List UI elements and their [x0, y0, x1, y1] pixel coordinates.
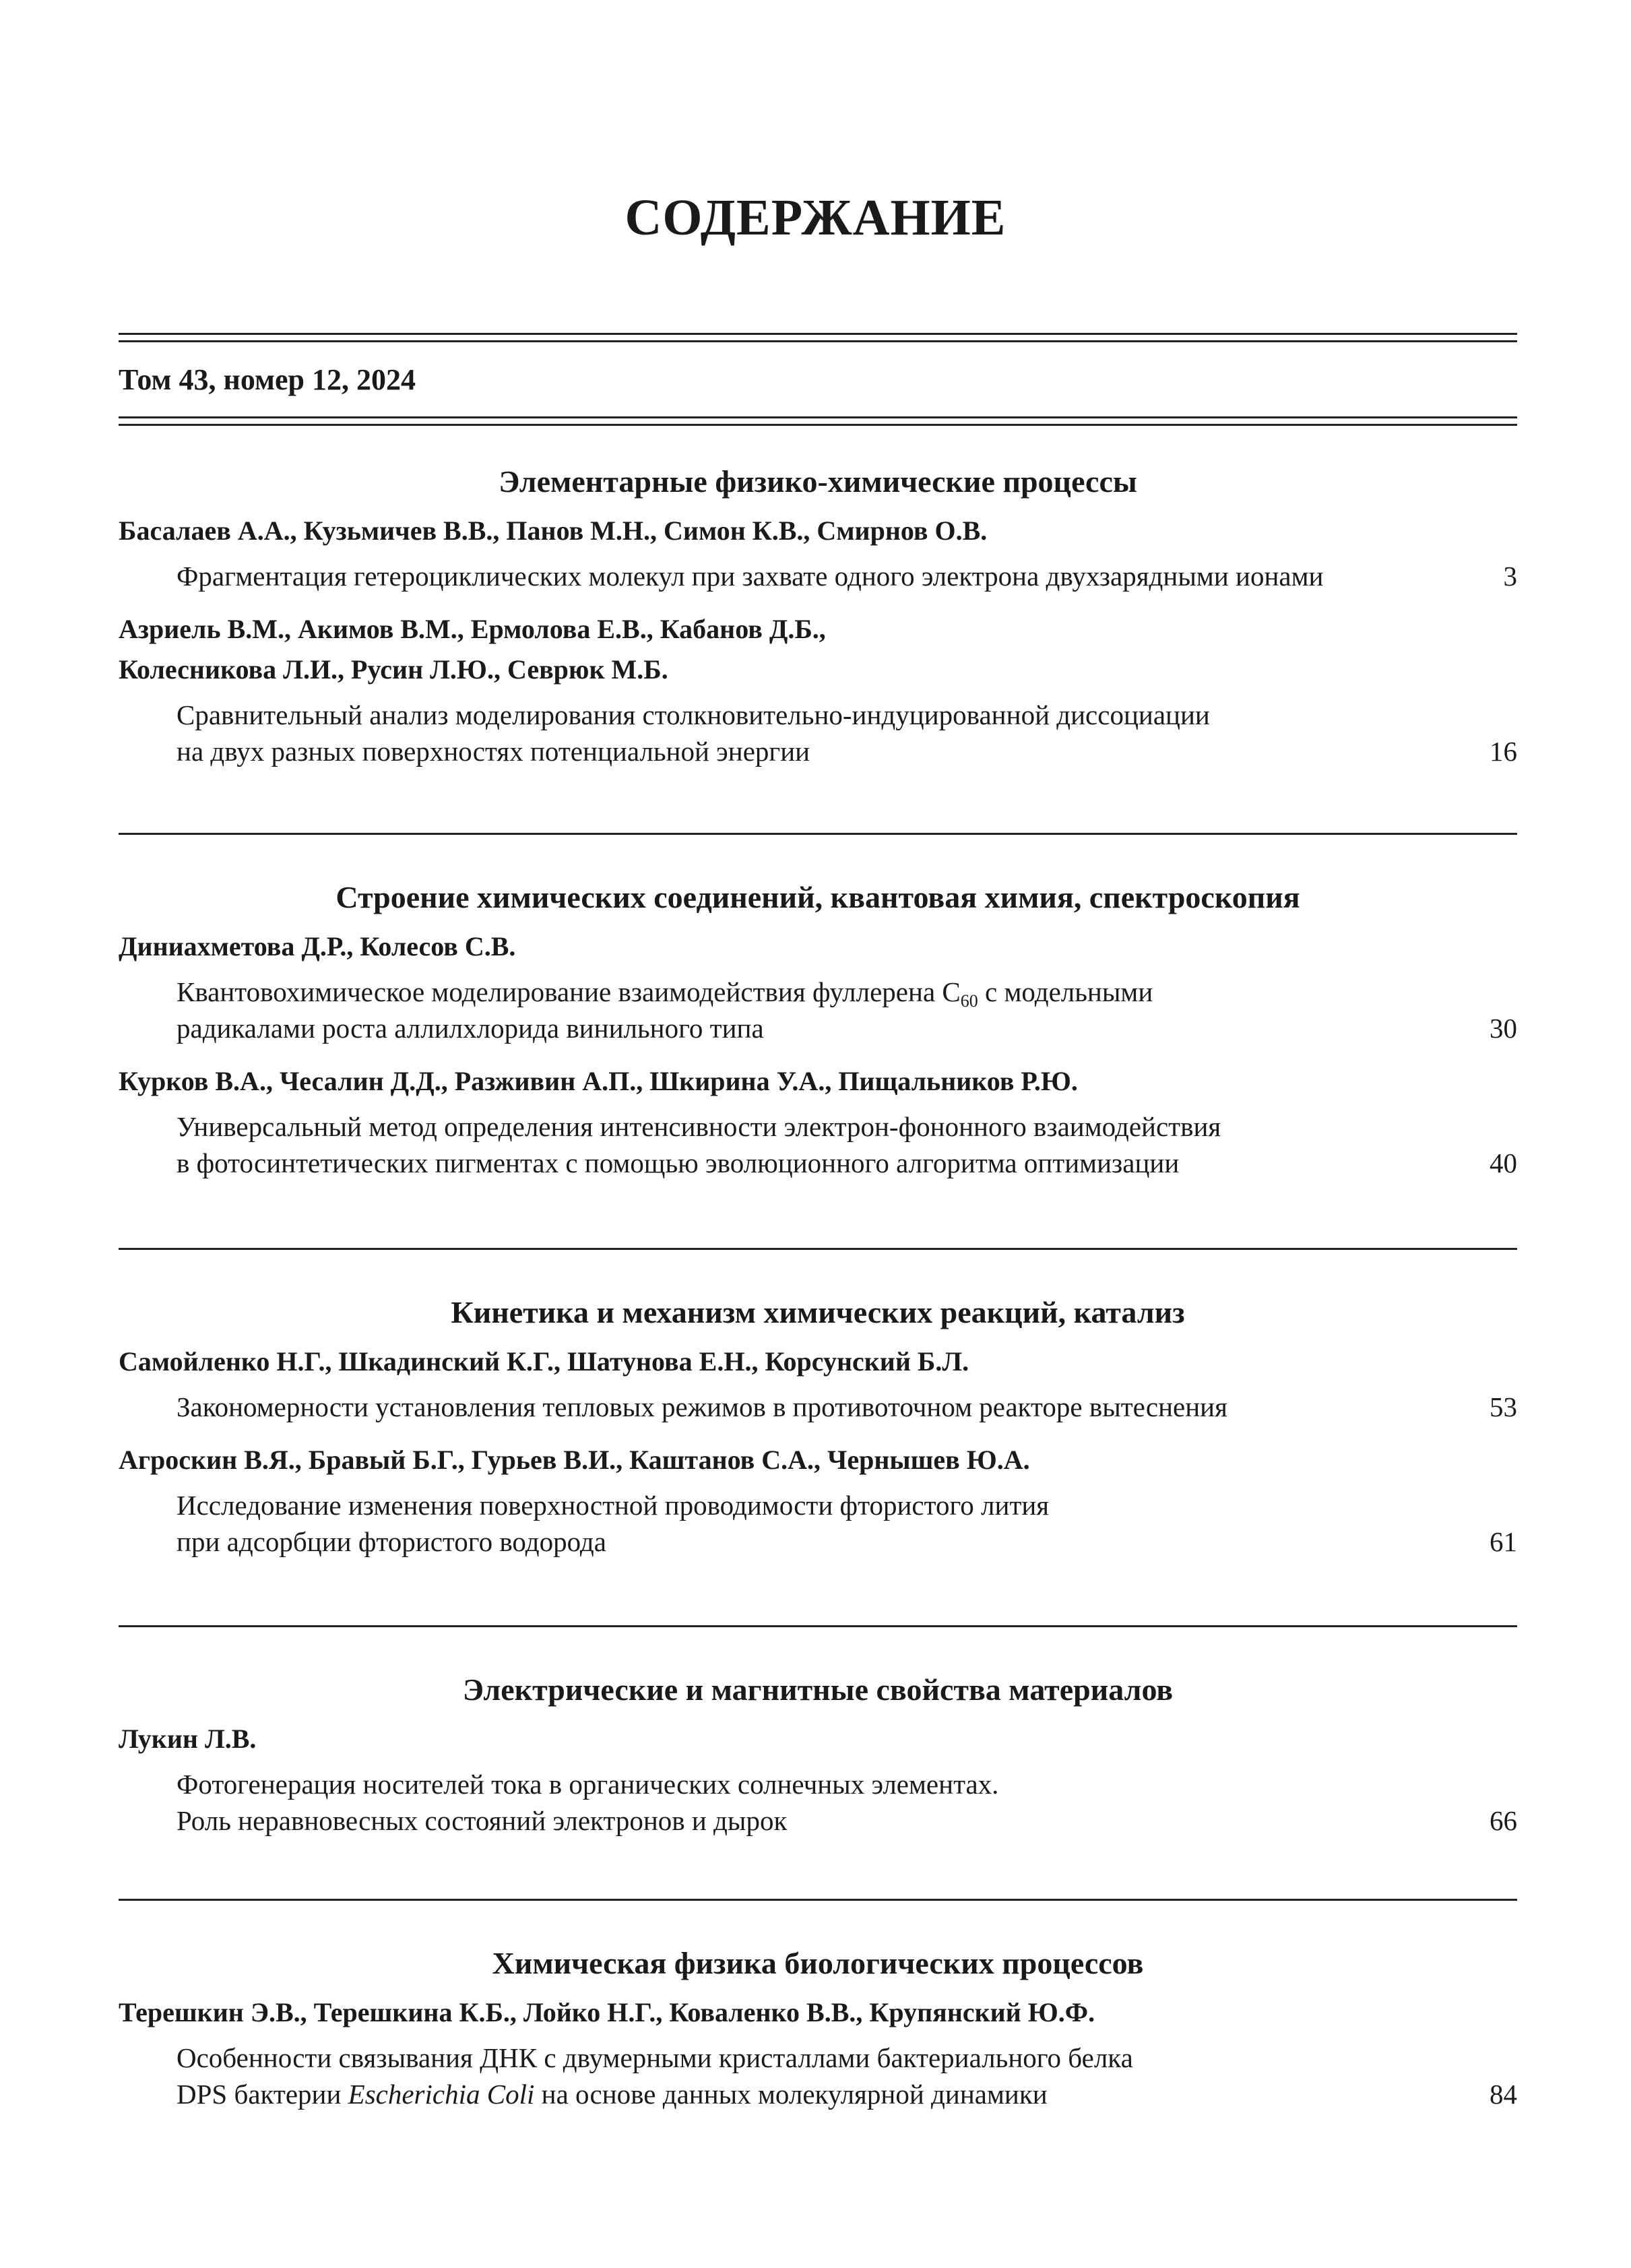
page-number: 40 — [1490, 1147, 1517, 1178]
page-number: 84 — [1490, 2079, 1517, 2110]
authors: Диниахметова Д.Р., Колесов С.В. — [119, 931, 516, 962]
authors: Лукин Л.В. — [119, 1724, 257, 1754]
article-title-line: Роль неравновесных состояний электронов и дырок — [177, 1805, 788, 1836]
article-title-line: Фрагментация гетероциклических молекул при захвате одного электрона двухзарядными ионами — [177, 561, 1324, 592]
top-double-rule — [119, 333, 1517, 342]
section-title: Элементарные физико-химические процессы — [499, 464, 1137, 499]
article-title-line: Фотогенерация носителей тока в органических солнечных элементах. — [177, 1769, 999, 1800]
toc-entry[interactable] — [119, 926, 1517, 1046]
section-divider — [119, 1899, 1517, 1901]
article-title-line: DPS бактерии Escherichia Coli на основе данных молекулярной динамики — [177, 2079, 1048, 2110]
article-title[interactable] — [119, 558, 1517, 594]
article-title[interactable] — [119, 1766, 1517, 1839]
species-name: Escherichia Coli — [348, 2079, 535, 2110]
section-divider — [119, 833, 1517, 835]
page-title: СОДЕРЖАНИЕ — [625, 189, 1006, 246]
toc-entry[interactable] — [119, 511, 1517, 594]
toc-entry[interactable] — [119, 1440, 1517, 1560]
section-title: Электрические и магнитные свойства материалов — [462, 1672, 1174, 1707]
article-title-line: при адсорбции фтористого водорода — [177, 1526, 606, 1557]
page-number: 3 — [1503, 561, 1517, 592]
article-title[interactable] — [119, 1108, 1517, 1181]
article-title-line: Исследование изменения поверхностной проводимости фтористого лития — [177, 1490, 1050, 1521]
section-electric-magnetic — [119, 1625, 1517, 1854]
section-title: Кинетика и механизм химических реакций, катализ — [451, 1295, 1185, 1329]
article-title[interactable] — [119, 974, 1517, 1046]
article-title-line: Универсальный метод определения интенсивности электрон-фононного взаимодействия — [177, 1111, 1221, 1142]
article-title[interactable] — [119, 1389, 1517, 1425]
authors: Курков В.А., Чесалин Д.Д., Разживин А.П., Шкирина У.А., Пищальников Р.Ю. — [119, 1066, 1078, 1096]
section-biological-physics — [119, 1899, 1517, 2127]
article-title[interactable] — [119, 697, 1517, 769]
section-title: Строение химических соединений, квантовая химия, спектроскопия — [335, 880, 1300, 914]
issue-header — [119, 333, 1517, 426]
article-title[interactable] — [119, 2040, 1517, 2112]
section-divider — [119, 1625, 1517, 1627]
page-number: 53 — [1490, 1391, 1517, 1422]
section-kinetics-catalysis — [119, 1248, 1517, 1575]
page-number: 61 — [1490, 1526, 1517, 1557]
authors: Агроскин В.Я., Бравый Б.Г., Гурьев В.И., Каштанов С.А., Чернышев Ю.А. — [119, 1445, 1030, 1475]
bottom-double-rule — [119, 416, 1517, 426]
article-title[interactable] — [119, 1487, 1517, 1560]
article-title-line: Закономерности установления тепловых режимов в противоточном реакторе вытеснения — [177, 1391, 1227, 1422]
page-number: 16 — [1490, 736, 1517, 767]
authors: Азриель В.М., Акимов В.М., Ермолова Е.В., Кабанов Д.Б., — [119, 614, 826, 644]
article-title-line: на двух разных поверхностях потенциальной энергии — [177, 736, 810, 767]
authors: Колесникова Л.И., Русин Л.Ю., Севрюк М.Б. — [119, 654, 668, 685]
toc-entry[interactable] — [119, 609, 1517, 769]
authors: Самойленко Н.Г., Шкадинский К.Г., Шатунова Е.Н., Корсунский Б.Л. — [119, 1346, 969, 1377]
toc-entry[interactable] — [119, 1061, 1517, 1181]
article-title-line: в фотосинтетических пигментах с помощью эволюционного алгоритма оптимизации — [177, 1147, 1180, 1178]
section-structure-spectroscopy — [119, 833, 1517, 1196]
article-title-line: Сравнительный анализ моделирования столкновительно-индуцированной диссоциации — [177, 699, 1210, 730]
toc-entry[interactable] — [119, 1992, 1517, 2112]
section-elementary-processes — [119, 461, 1517, 784]
authors: Басалаев А.А., Кузьмичев В.В., Панов М.Н., Симон К.В., Смирнов О.В. — [119, 515, 988, 546]
subscript: 60 — [960, 991, 978, 1011]
toc-entry[interactable] — [119, 1719, 1517, 1839]
issue-info: Том 43, номер 12, 2024 — [119, 363, 416, 396]
page-number: 30 — [1490, 1013, 1517, 1044]
authors: Терешкин Э.В., Терешкина К.Б., Лойко Н.Г., Коваленко В.В., Крупянский Ю.Ф. — [119, 1997, 1095, 2027]
article-title-line: радикалами роста аллилхлорида винильного типа — [177, 1013, 764, 1044]
page-number: 66 — [1490, 1805, 1517, 1836]
toc-entry[interactable] — [119, 1342, 1517, 1425]
section-divider — [119, 1248, 1517, 1250]
article-title-line: Квантовохимическое моделирование взаимодействия фуллерена $C_{60}$ с модельными — [177, 976, 1153, 1011]
article-title-line: Особенности связывания ДНК с двумерными кристаллами бактериального белка — [177, 2042, 1133, 2073]
section-title: Химическая физика биологических процессов — [492, 1946, 1144, 1980]
